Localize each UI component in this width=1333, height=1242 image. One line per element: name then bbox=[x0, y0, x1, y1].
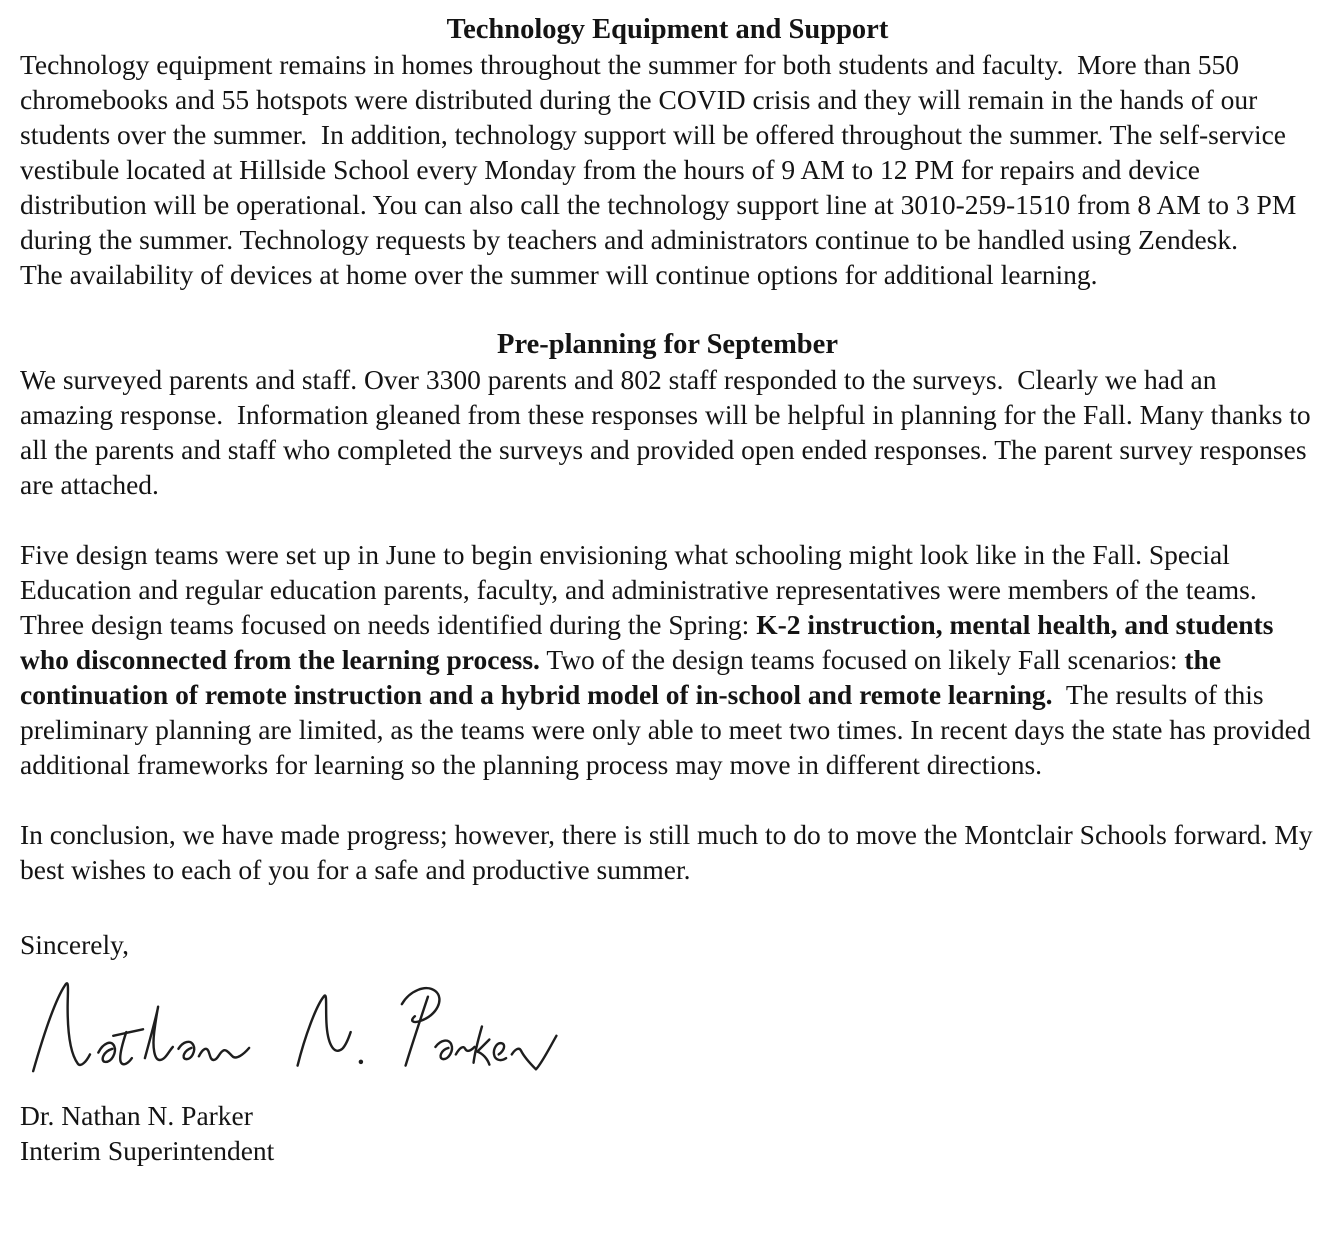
signed-title: Interim Superintendent bbox=[20, 1135, 275, 1166]
section-heading-preplanning: Pre-planning for September bbox=[497, 329, 838, 360]
signature-block bbox=[20, 970, 1315, 1098]
paragraph-survey: We surveyed parents and staff. Over 3300 parents and 802 staff responded to the surveys. Clearly we had an amazing response. Information gleaned from these responses will be helpful in planning for the Fall. Many thanks to all the parents and staff who completed the surveys and provided open ended responses. The parent survey responses are attached. bbox=[20, 364, 1318, 500]
signed-name: Dr. Nathan N. Parker bbox=[20, 1100, 253, 1131]
section-heading-technology: Technology Equipment and Support bbox=[446, 14, 889, 45]
paragraph-design-teams: Five design teams were set up in June to begin envisioning what schooling might look like in the Fall. Special Education and regular education parents, faculty, and administrative representatives were members of the teams. Three design teams focused on needs identified during the Spring: K-2 instruction, mental health, and students who disconnected from the learning process. Two of the design teams focused on likely Fall scenarios: the continuation of remote instruction and a hybrid model of in-school and remote learning. The results of this preliminary planning are limited, as the teams were only able to meet two times. In recent days the state has provided additional frameworks for learning so the planning process may move in different directions. bbox=[20, 539, 1318, 780]
paragraph-conclusion: In conclusion, we have made progress; however, there is still much to do to move the Montclair Schools forward. My best wishes to each of you for a safe and productive summer. bbox=[20, 819, 1320, 885]
paragraph-device-availability: The availability of devices at home over the summer will continue options for additional learning. bbox=[20, 259, 1098, 290]
closing-salutation: Sincerely, bbox=[20, 929, 129, 960]
paragraph-technology-support: Technology equipment remains in homes throughout the summer for both students and faculty. More than 550 chromebooks and 55 hotspots were distributed during the COVID crisis and they will remain in the hands of our students over the summer. In addition, technology support will be offered throughout the summer. The self-service vestibule located at Hillside School every Monday from the hours of 9 AM to 12 PM for repairs and device distribution will be operational. You can also call the technology support line at 3010-259-1510 from 8 AM to 3 PM during the summer. Technology requests by teachers and administrators continue to be handled using Zendesk. bbox=[20, 49, 1304, 255]
signature-handwriting bbox=[22, 970, 562, 1096]
